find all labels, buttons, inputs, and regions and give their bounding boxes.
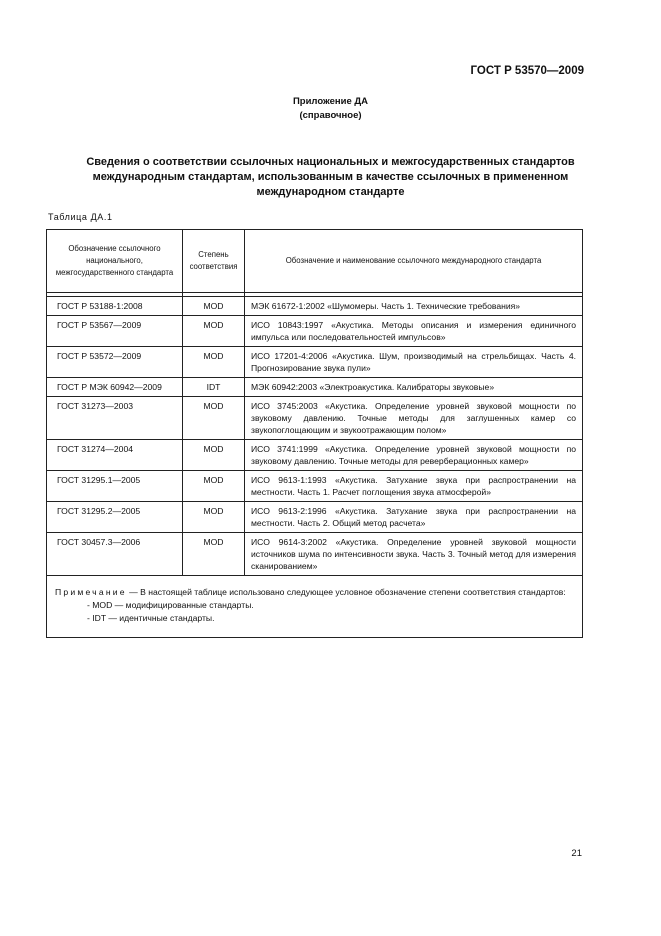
international-standard: ИСО 9613-2:1996 «Акустика. Затухание звука при распространении на местности. Часть 2. Общий метод расчета» <box>245 502 583 533</box>
note-text: — В настоящей таблице использовано следующее условное обозначение степени соответствия стандартов: <box>126 587 566 597</box>
degree: MOD <box>183 297 245 316</box>
table-note-row <box>47 576 583 638</box>
international-standard: МЭК 60942:2003 «Электроакустика. Калибраторы звуковые» <box>245 378 583 397</box>
national-code: ГОСТ 30457.3—2006 <box>47 533 183 576</box>
degree: MOD <box>183 471 245 502</box>
note-item-idt: - IDT — идентичные стандарты. <box>87 613 215 623</box>
international-standard: ИСО 3745:2003 «Акустика. Определение уровней звуковой мощности по звуковому давлению. Точные методы для заглушенных камер со звукопоглощающим и звукоотражающим полом» <box>245 397 583 440</box>
table-header-row <box>47 230 583 293</box>
national-code: ГОСТ 31295.2—2005 <box>47 502 183 533</box>
header-international-standard: Обозначение и наименование ссылочного международного стандарта <box>245 230 583 293</box>
international-standard: ИСО 10843:1997 «Акустика. Методы описания и измерения единичного импульса или последовательностей импульсов» <box>245 316 583 347</box>
degree: MOD <box>183 347 245 378</box>
table-row <box>47 397 583 440</box>
page-number: 21 <box>571 848 582 859</box>
international-standard: ИСО 9614-3:2002 «Акустика. Определение уровней звуковой мощности источников шума по интенсивности звука. Часть 3. Точный метод для измерения сканированием» <box>245 533 583 576</box>
degree: MOD <box>183 316 245 347</box>
degree: MOD <box>183 397 245 440</box>
note-prefix: Примечание <box>55 587 127 597</box>
section-title: Сведения о соответствии ссылочных национальных и межгосударственных стандартов международным стандартам, использованным в качестве ссылочных в примененном международном стандарте <box>86 156 575 198</box>
national-code: ГОСТ Р 53188-1:2008 <box>47 297 183 316</box>
table-row <box>47 440 583 471</box>
table-row <box>47 347 583 378</box>
note-item-mod: - MOD — модифицированные стандарты. <box>87 600 254 610</box>
table-row <box>47 297 583 316</box>
international-standard: ИСО 3741:1999 «Акустика. Определение уровней звуковой мощности по звуковому давлению. Точные методы для реверберационных камер» <box>245 440 583 471</box>
degree: MOD <box>183 533 245 576</box>
national-code: ГОСТ Р 53567—2009 <box>47 316 183 347</box>
national-code: ГОСТ 31273—2003 <box>47 397 183 440</box>
table-label: Таблица ДА.1 <box>48 212 113 222</box>
annex-subtitle: (справочное) <box>299 110 362 121</box>
table-row <box>47 533 583 576</box>
table-row <box>47 471 583 502</box>
national-code: ГОСТ 31295.1—2005 <box>47 471 183 502</box>
international-standard: МЭК 61672-1:2002 «Шумомеры. Часть 1. Технические требования» <box>245 297 583 316</box>
correspondence-table <box>46 229 583 638</box>
table-row <box>47 502 583 533</box>
annex-title: Приложение ДА <box>292 96 369 107</box>
degree: MOD <box>183 502 245 533</box>
national-code: ГОСТ 31274—2004 <box>47 440 183 471</box>
international-standard: ИСО 17201-4:2006 «Акустика. Шум, производимый на стрельбищах. Часть 4. Прогнозирование звука пули» <box>245 347 583 378</box>
international-standard: ИСО 9613-1:1993 «Акустика. Затухание звука при распространении на местности. Часть 1. Расчет поглощения звука атмосферой» <box>245 471 583 502</box>
header-degree: Степень соответствия <box>183 230 245 293</box>
national-code: ГОСТ Р 53572—2009 <box>47 347 183 378</box>
degree: IDT <box>183 378 245 397</box>
header-national-standard: Обозначение ссылочного национального, межгосударственного стандарта <box>47 230 183 293</box>
document-header: ГОСТ Р 53570—2009 <box>470 65 584 77</box>
table-note <box>47 576 583 638</box>
table-row <box>47 316 583 347</box>
national-code: ГОСТ Р МЭК 60942—2009 <box>47 378 183 397</box>
table-row <box>47 378 583 397</box>
degree: MOD <box>183 440 245 471</box>
annex-heading <box>0 95 661 123</box>
